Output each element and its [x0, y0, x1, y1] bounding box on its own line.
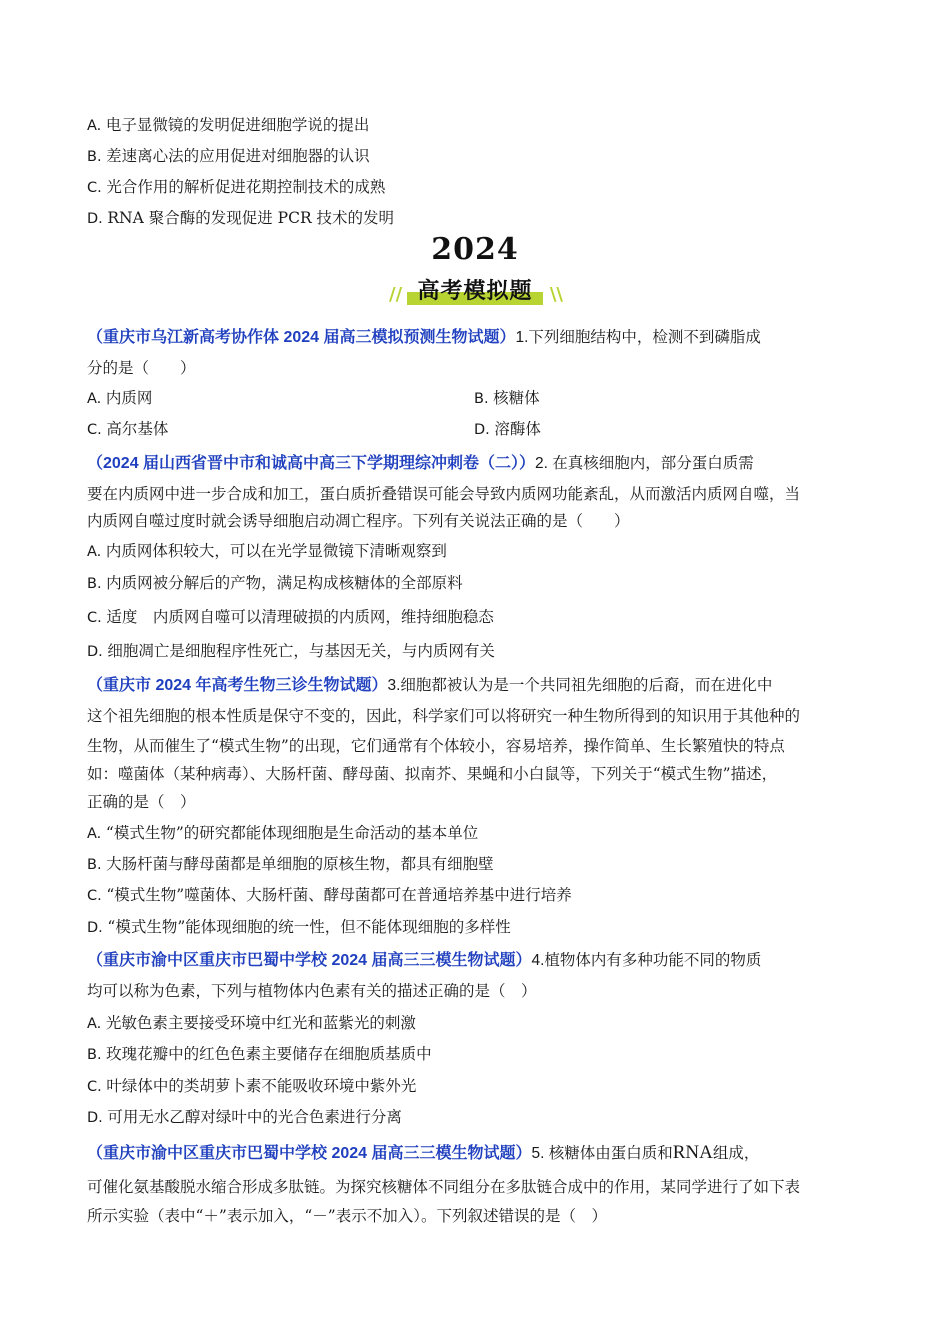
q1-option-b: B. 核糖体: [474, 389, 540, 407]
question-1-header: （重庆市乌江新高考协作体 2024 届高三模拟预测生物试题）1.下列细胞结构中，检测不到磷脂成: [87, 329, 761, 346]
q1-option-c: C. 高尔基体: [87, 420, 169, 438]
q4-option-a: A. 光敏色素主要接受环境中红光和蓝紫光的刺激: [87, 1014, 416, 1032]
banner-slash-right: \\: [549, 284, 563, 305]
question-4-header: （重庆市渝中区重庆市巴蜀中学校 2024 届高三三模生物试题）4.植物体内有多种功能不同的物质: [87, 952, 762, 969]
q3-option-d: D. “模式生物”能体现细胞的统一性，但不能体现细胞的多样性: [87, 918, 511, 936]
question-5-stem-line: 所示实验（表中“＋”表示加入，“－”表示不加入）。下列叙述错误的是（ ）: [87, 1207, 607, 1225]
question-source: （重庆市渝中区重庆市巴蜀中学校 2024 届高三三模生物试题）: [87, 1145, 532, 1162]
q1-option-d: D. 溶酶体: [474, 420, 541, 438]
option-d: D. RNA 聚合酶的发现促进 PCR 技术的发明: [87, 209, 395, 227]
q4-option-d: D. 可用无水乙醇对绿叶中的光合色素进行分离: [87, 1108, 402, 1126]
question-5-stem-line: 可催化氨基酸脱水缩合形成多肽链。为探究核糖体不同组分在多肽链合成中的作用，某同学进行了如下表: [87, 1178, 801, 1196]
question-2-stem-line: 内质网自噬过度时就会诱导细胞启动凋亡程序。下列有关说法正确的是（ ）: [87, 512, 630, 530]
question-source: （2024 届山西省晋中市和诚高中高三下学期理综冲刺卷（二））: [87, 455, 536, 472]
q3-option-a: A. “模式生物”的研究都能体现细胞是生命活动的基本单位: [87, 824, 479, 842]
banner-slash-left: //: [389, 284, 403, 305]
section-banner: [385, 274, 565, 306]
question-3-stem-line: 正确的是（ ）: [87, 793, 196, 811]
question-2-stem-line: 要在内质网中进一步合成和加工，蛋白质折叠错误可能会导致内质网功能紊乱，从而激活内质网自噬，当: [87, 485, 801, 503]
q1-option-a: A. 内质网: [87, 389, 153, 407]
q2-option-a: A. 内质网体积较大，可以在光学显微镜下清晰观察到: [87, 542, 447, 560]
question-3-stem-line: 这个祖先细胞的根本性质是保守不变的，因此，科学家们可以将研究一种生物所得到的知识用于其他种的: [87, 707, 801, 725]
question-4-stem-line: 均可以称为色素，下列与植物体内色素有关的描述正确的是（ ）: [87, 982, 537, 1000]
q3-option-b: B. 大肠杆菌与酵母菌都是单细胞的原核生物，都具有细胞壁: [87, 855, 494, 873]
question-1-stem: 分的是（ ）: [87, 359, 196, 377]
question-3-stem-line: 如：噬菌体（某种病毒）、大肠杆菌、酵母菌、拟南芥、果蝇和小白鼠等，下列关于“模式生物”描述，: [87, 765, 778, 783]
question-source: （重庆市渝中区重庆市巴蜀中学校 2024 届高三三模生物试题）: [87, 952, 532, 969]
option-a: A. 电子显微镜的发明促进细胞学说的提出: [87, 116, 370, 134]
section-year: 2024: [87, 232, 863, 267]
question-source: （重庆市 2024 年高考生物三诊生物试题）: [87, 677, 388, 694]
question-5-header: （重庆市渝中区重庆市巴蜀中学校 2024 届高三三模生物试题）5. 核糖体由蛋白质和RNA组成，: [87, 1142, 760, 1163]
question-3-stem-line: 生物，从而催生了“模式生物”的出现，它们通常有个体较小，容易培养，操作简单、生长繁殖快的特点: [87, 737, 785, 755]
q3-option-c: C. “模式生物”噬菌体、大肠杆菌、酵母菌都可在普通培养基中进行培养: [87, 886, 572, 904]
q2-option-d: D. 细胞凋亡是细胞程序性死亡，与基因无关，与内质网有关: [87, 642, 495, 660]
question-2-header: （2024 届山西省晋中市和诚高中高三下学期理综冲刺卷（二））2. 在真核细胞内，部分蛋白质需: [87, 455, 754, 472]
question-source: （重庆市乌江新高考协作体 2024 届高三模拟预测生物试题）: [87, 329, 516, 346]
section-title: 高考模拟题: [417, 279, 533, 304]
q4-option-c: C. 叶绿体中的类胡萝卜素不能吸收环境中紫外光: [87, 1077, 417, 1095]
q2-option-b: B. 内质网被分解后的产物，满足构成核糖体的全部原料: [87, 574, 463, 592]
q4-option-b: B. 玫瑰花瓣中的红色色素主要储存在细胞质基质中: [87, 1045, 432, 1063]
q2-option-c: C. 适度 内质网自噬可以清理破损的内质网，维持细胞稳态: [87, 608, 494, 626]
question-3-header: （重庆市 2024 年高考生物三诊生物试题）3.细胞都被认为是一个共同祖先细胞的后裔，而在进化中: [87, 677, 773, 694]
option-c: C. 光合作用的解析促进花期控制技术的成熟: [87, 178, 386, 196]
option-b: B. 差速离心法的应用促进对细胞器的认识: [87, 147, 370, 165]
